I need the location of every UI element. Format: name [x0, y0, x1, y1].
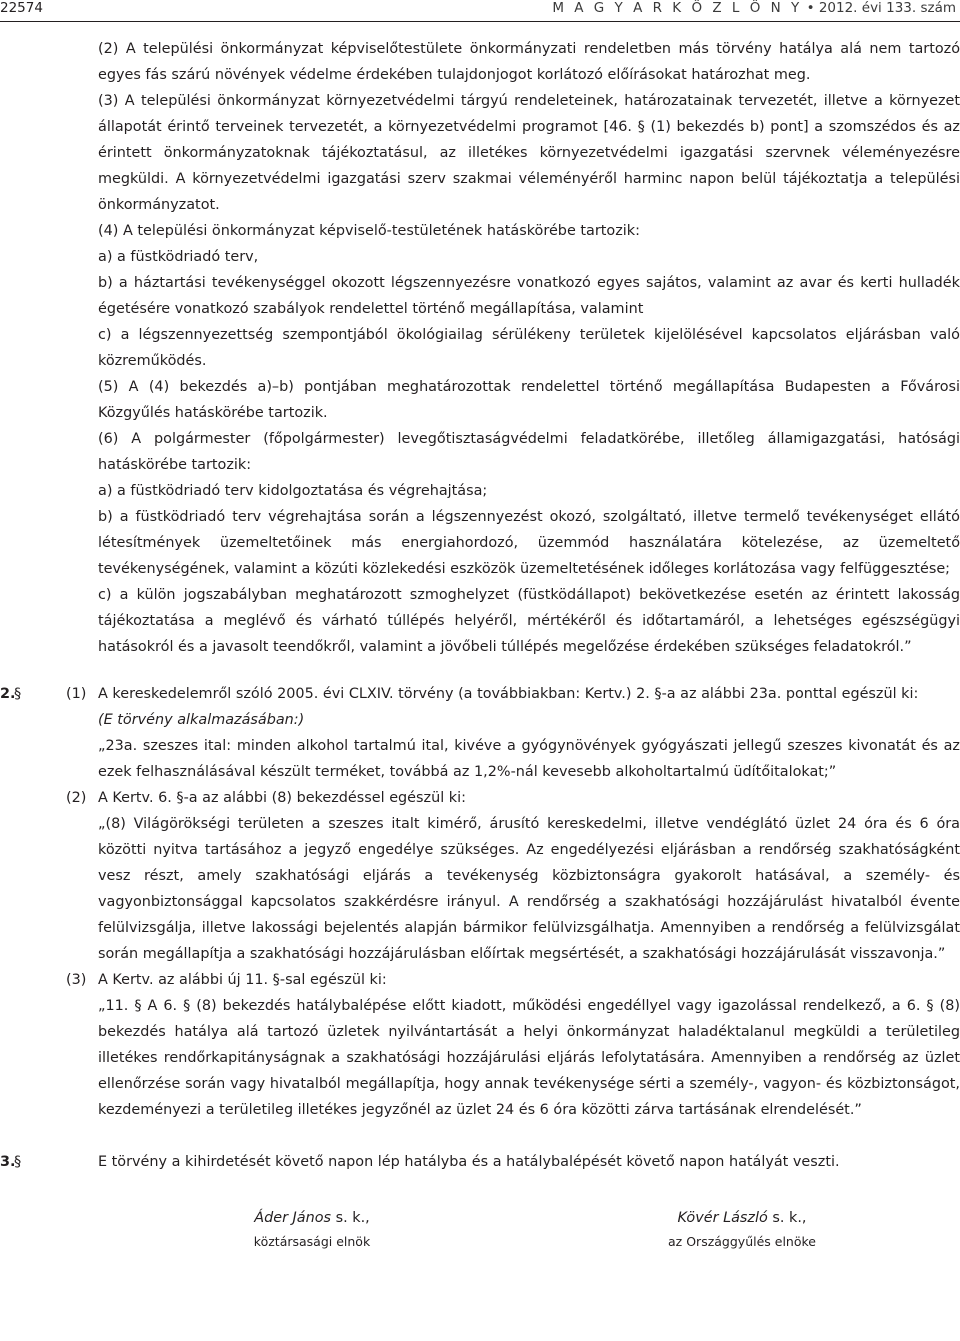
issue-number: 2012. évi 133. szám [818, 0, 956, 16]
signer-title: köztársasági elnök [253, 1234, 371, 1249]
point-6b: b) a füstködriadó terv végrehajtása során a légszennyezést okozó, szolgáltató, illetve termelő tevékenységet ellátó létesítmények üzemeltetőinek más energiahordozó, üzemmód használatára kötelezése, az üzemeltető tevékenységének, valamint a közúti közlekedési eszközök üzemeltetésének időleges korlátozása vagy felfüggesztése; [98, 509, 960, 577]
section-symbol: § [14, 1154, 22, 1170]
paragraph-3: (3) A települési önkormányzat környezetvédelmi tárgyú rendeleteinek, határozatainak tervezetét, illetve a környezet állapotát érintő terveinek tervezetét, a környezetvédelmi programot [46. § (1) bekezdés b) pont] a szomszédos és az érintett önkormányzatoknak tájékoztatásul, az illetékes környezetvédelmi igazgatási szervnek véleményezésre megküldi. A környezetvédelmi igazgatási szerv szakmai véleményéről harminc napon belül tájékoztatja a települési önkormányzatot. [98, 93, 960, 213]
amendment-text [0, 36, 960, 660]
quoted-text: „11. § A 6. § (8) bekezdés hatálybalépése előtt kiadott, működési engedéllyel vagy igazolással rendelkező, a 6. § (8) bekezdés hatálya alá tartozó üzletek nyilvántartását a helyi önkormányzat haladéktalanul megküldi a területileg illetékes rendőrkapitányságnak a szakhatósági hozzájárulási eljárás lefolytatására. Amennyiben a rendőrség az üzlet ellenőrzése során vagy hivatalból megállapítja, hogy annak tevékenysége sérti a személy-, vagyon- és közbiztonságot, kezdeményezi a területileg illetékes jegyzőnél az üzlet 24 és 6 óra közötti zárva tartásának elrendelését.” [98, 998, 960, 1118]
subsection-label: (3) [66, 972, 87, 988]
paragraph-5: (5) A (4) bekezdés a)–b) pontjában meghatározottak rendelettel történő megállapítása Budapesten a Fővárosi Közgyűlés hatáskörébe tartozik. [98, 379, 960, 421]
subsection-3 [0, 967, 960, 1123]
section-number: 2. [0, 686, 16, 702]
quoted-heading: (E törvény alkalmazásában:) [98, 712, 305, 728]
page-number: 22574 [0, 0, 43, 16]
point-6a: a) a füstködriadó terv kidolgoztatása és végrehajtása; [98, 483, 488, 499]
signature-speaker [652, 1205, 832, 1253]
bullet-separator: • [806, 0, 815, 16]
section-3 [0, 1149, 960, 1175]
section-symbol: § [14, 686, 22, 702]
paragraph-4: (4) A települési önkormányzat képviselő-testületének hatáskörébe tartozik: [98, 223, 640, 239]
point-4b: b) a háztartási tevékenységgel okozott légszennyezésre vonatkozó egyes sajátos, valamint az avar és kerti hulladék égetésére vonatkozó szabályok rendelettel történő megállapítása, valamint [98, 275, 960, 317]
signer-name: Kövér László [677, 1210, 768, 1226]
subsection-intro: A Kertv. 6. §-a az alábbi (8) bekezdéssel egészül ki: [98, 790, 466, 806]
quoted-text: „23a. szeszes ital: minden alkohol tartalmú ital, kivéve a gyógynövények gyógyászati jellegű szeszes kivonatát és az ezek felhasználásával készült terméket, továbbá az 1,2%-nál kevesebb alkoholtartalmú üdítőitalokat;” [98, 738, 960, 780]
signature-president [232, 1205, 392, 1253]
subsection-1 [0, 681, 960, 785]
section-number: 3. [0, 1154, 16, 1170]
signature-block [0, 1205, 960, 1265]
signer-name: Áder János [254, 1210, 332, 1226]
point-6c: c) a külön jogszabályban meghatározott szmoghelyzet (füstködállapot) bekövetkezése esetén az érintett lakosság tájékoztatása a meglévő és várható túllépés helyéről, mértékéről és időtartamáról, a lehetséges egészségügyi hatásokról és a javasolt teendőkről, valamint a jövőbeli túllépés megelőzése érdekében szükséges feladatokról.” [98, 587, 960, 655]
paragraph-2: (2) A települési önkormányzat képviselőtestülete önkormányzati rendeletben más törvény hatálya alá nem tartozó egyes fás szárú növények védelme érdekében tulajdonjogot korlátozó előírásokat határozhat meg. [98, 41, 960, 83]
subsection-2 [0, 785, 960, 967]
signer-title: az Országgyűlés elnöke [668, 1234, 816, 1249]
point-4c: c) a légszennyezettség szempontjából ökológiailag sérülékeny területek kijelölésével kapcsolatos eljárásban való közreműködés. [98, 327, 960, 369]
subsection-intro: A kereskedelemről szóló 2005. évi CLXIV. törvény (a továbbiakban: Kertv.) 2. §-a az alábbi 23a. ponttal egészül ki: [98, 686, 919, 702]
page-header [0, 0, 960, 22]
signer-suffix: s. k., [331, 1210, 370, 1226]
journal-name: M A G Y A R K Ö Z L Ö N Y [552, 0, 803, 16]
subsection-label: (1) [66, 686, 87, 702]
point-4a: a) a füstködriadó terv, [98, 249, 259, 265]
header-rule [0, 21, 960, 22]
running-head [552, 0, 956, 16]
paragraph-6: (6) A polgármester (főpolgármester) levegőtisztaságvédelmi feladatkörébe, illetőleg államigazgatási, hatósági hatáskörébe tartozik: [98, 431, 960, 473]
signer-suffix: s. k., [767, 1210, 807, 1226]
document-body [0, 36, 960, 1265]
subsection-intro: A Kertv. az alábbi új 11. §-sal egészül ki: [98, 972, 387, 988]
quoted-text: „(8) Világörökségi területen a szeszes italt kimérő, árusító kereskedelmi, illetve vendéglátó üzlet 24 óra és 6 óra közötti nyitva tartásához a jegyző engedélye szükséges. Az engedélyezési eljárásban a rendőrség szakhatóságként vesz részt, amely szakhatósági eljárás a tevékenység közbiztonságra gyakorolt hatásával, a személy- és vagyonbiztonsággal kapcsolatos szakkérdésre irányul. A rendőrség a szakhatósági hozzájárulást hivatalból évente felülvizsgálja, illetve lakossági bejelentés alapján bármikor felülvizsgálhatja. Amennyiben a rendőrség a felülvizsgálat során megállapítja a szakhatósági hozzájárulásban előírtak megsértését, a szakhatósági hozzájárulását visszavonja.” [98, 816, 960, 962]
section-2 [0, 681, 960, 1123]
section-text: E törvény a kihirdetését követő napon lép hatályba és a hatálybalépését követő napon hatályát veszti. [98, 1154, 840, 1170]
subsection-label: (2) [66, 790, 87, 806]
